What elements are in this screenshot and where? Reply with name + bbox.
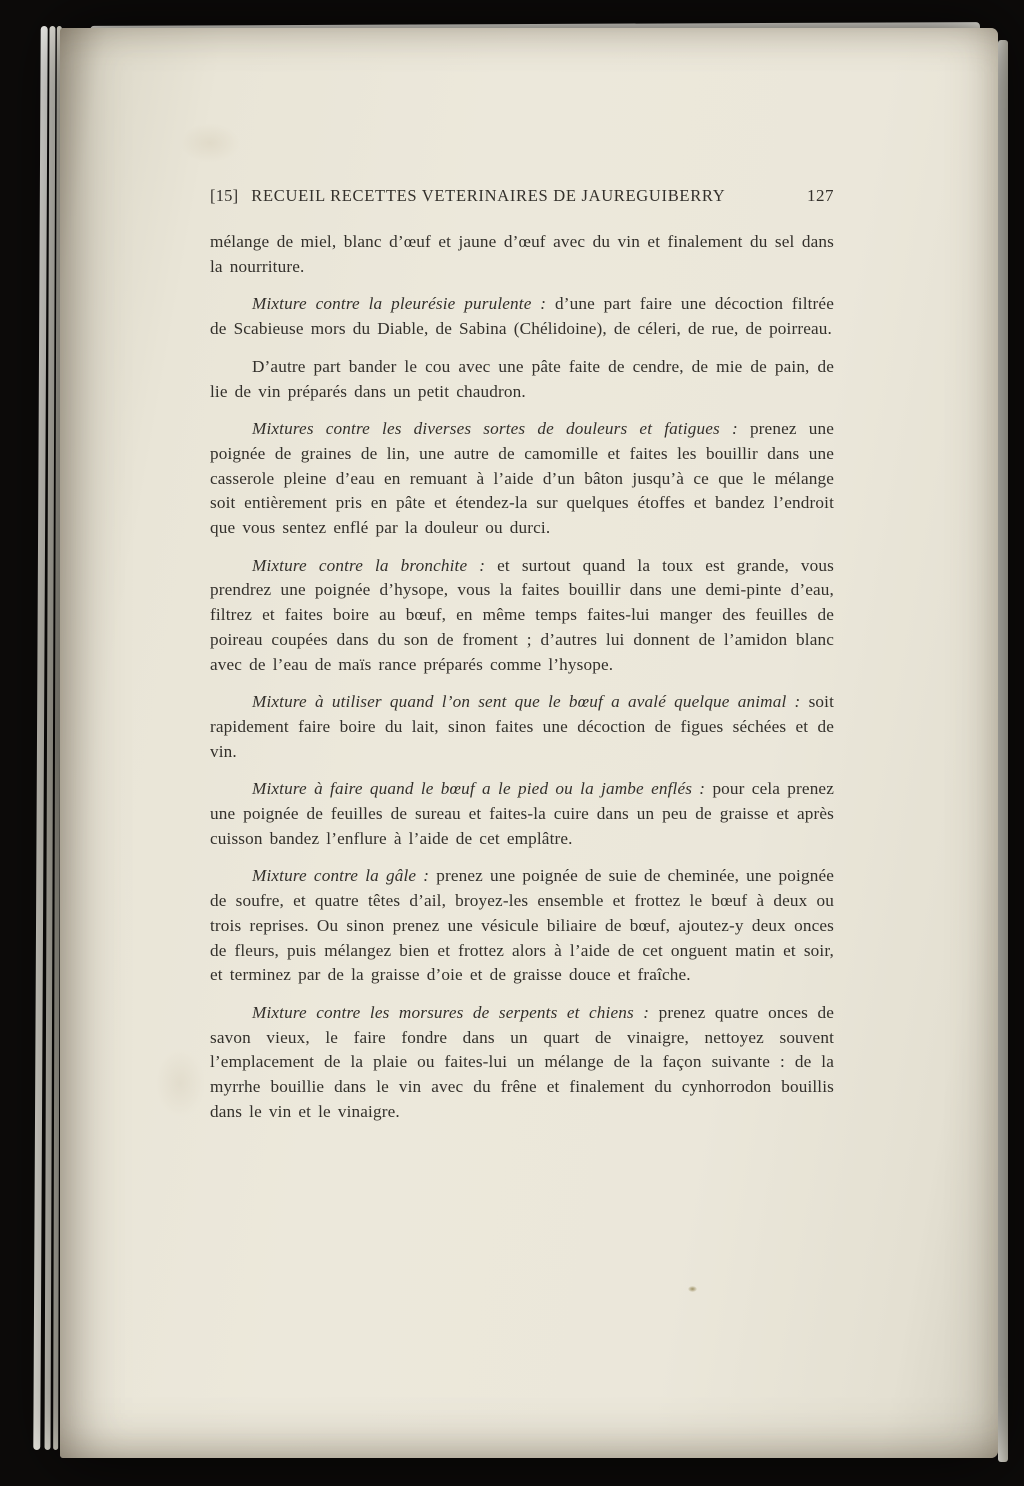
paragraph-text: soit rapidement faire boire du lait, sinon faites une décoction de figues séchées et de vin. (210, 692, 834, 761)
paragraph-text: d’une part faire une décoction filtrée de Scabieuse mors du Diable, de Sabina (Chélidoine), de céleri, de rue, de poirreau. (210, 294, 834, 339)
page-body (210, 230, 834, 1125)
paragraph (210, 777, 834, 851)
running-header (210, 186, 834, 206)
page-number: 127 (807, 186, 834, 205)
paragraph (210, 1001, 834, 1125)
paragraph-lead-italic: Mixture à faire quand le bœuf a le pied ou la jambe enflés : (252, 779, 713, 799)
paragraph (210, 355, 834, 404)
underlying-page-edge-right (998, 40, 1008, 1462)
paragraph-text: prenez une poignée de graines de lin, une autre de camomille et faites les bouillir dans une casserole pleine d’eau en remuant à l’aide d’un bâton jusqu’à ce que le mélange soit entièrement pris en pâte et étendez-la sur quelques étoffes et bandez l’endroit que vous sentez enflé par la douleur ou durci. (210, 419, 835, 538)
paper-speck (688, 1286, 697, 1292)
paragraph (210, 230, 834, 279)
paragraph-text: pour cela prenez une poignée de feuilles de sureau et faites-la cuire dans un peu de graisse et après cuisson bandez l’enflure à l’aide de cet emplâtre. (210, 779, 834, 848)
paragraph-text: prenez quatre onces de savon vieux, le faire fondre dans un quart de vinaigre, nettoyez souvent l’emplacement de la plaie ou faites-lui un mélange de la façon suivante : de la myrrhe bouillie dans le vin avec du frêne et finalement du cynhorrodon bouillis dans le vin et le vinaigre. (210, 1002, 834, 1121)
paragraph (210, 690, 834, 764)
paragraph-lead-italic: Mixture à utiliser quand l’on sent que le bœuf a avalé quelque animal : (252, 692, 809, 712)
paragraph-text: mélange de miel, blanc d’œuf et jaune d’œuf avec du vin et finalement du sel dans la nourriture. (210, 232, 834, 276)
page-content (210, 186, 834, 1125)
paragraph-lead-italic: Mixture contre la pleurésie purulente : (252, 294, 555, 314)
paragraph-text: prenez une poignée de suie de cheminée, une poignée de soufre, et quatre têtes d’ail, broyez-les ensemble et frottez le bœuf à deux ou trois reprises. Ou sinon prenez une vésicule biliaire de bœuf, ajoutez-y deux onces de fleurs, puis mélangez bien et frottez alors à l’aide de cet onguent matin et soir, et terminez par de la graisse d’oie et de graisse douce et fraîche. (210, 866, 835, 985)
paper-stain (180, 123, 240, 163)
paragraph (210, 554, 834, 678)
paper-stain (155, 1048, 205, 1118)
header-title: RECUEIL RECETTES VETERINAIRES DE JAUREGUIBERRY (251, 186, 726, 205)
header-bracket-number: [15] (210, 186, 239, 205)
paragraph-lead-italic: Mixture contre les morsures de serpents et chiens : (252, 1002, 659, 1022)
paragraph-lead-italic: Mixture contre la bronchite : (252, 555, 498, 575)
paragraph-text: D’autre part bander le cou avec une pâte faite de cendre, de mie de pain, de lie de vin préparés dans un petit chaudron. (210, 356, 834, 401)
paragraph (210, 417, 834, 541)
paragraph (210, 292, 834, 341)
paragraph-lead-italic: Mixtures contre les diverses sortes de douleurs et fatigues : (252, 419, 750, 439)
paragraph-lead-italic: Mixture contre la gâle : (252, 866, 437, 886)
paragraph-text: et surtout quand la toux est grande, vous prendrez une poignée d’hysope, vous la faites bouillir dans une demi-pinte d’eau, filtrez et faites boire au bœuf, en même temps faites-lui manger des feuilles de poireau coupées dans du son de froment ; d’autres lui donnent de l’amidon blanc avec de l’eau de maïs rance préparés comme l’hysope. (210, 555, 834, 674)
paragraph (210, 864, 834, 988)
